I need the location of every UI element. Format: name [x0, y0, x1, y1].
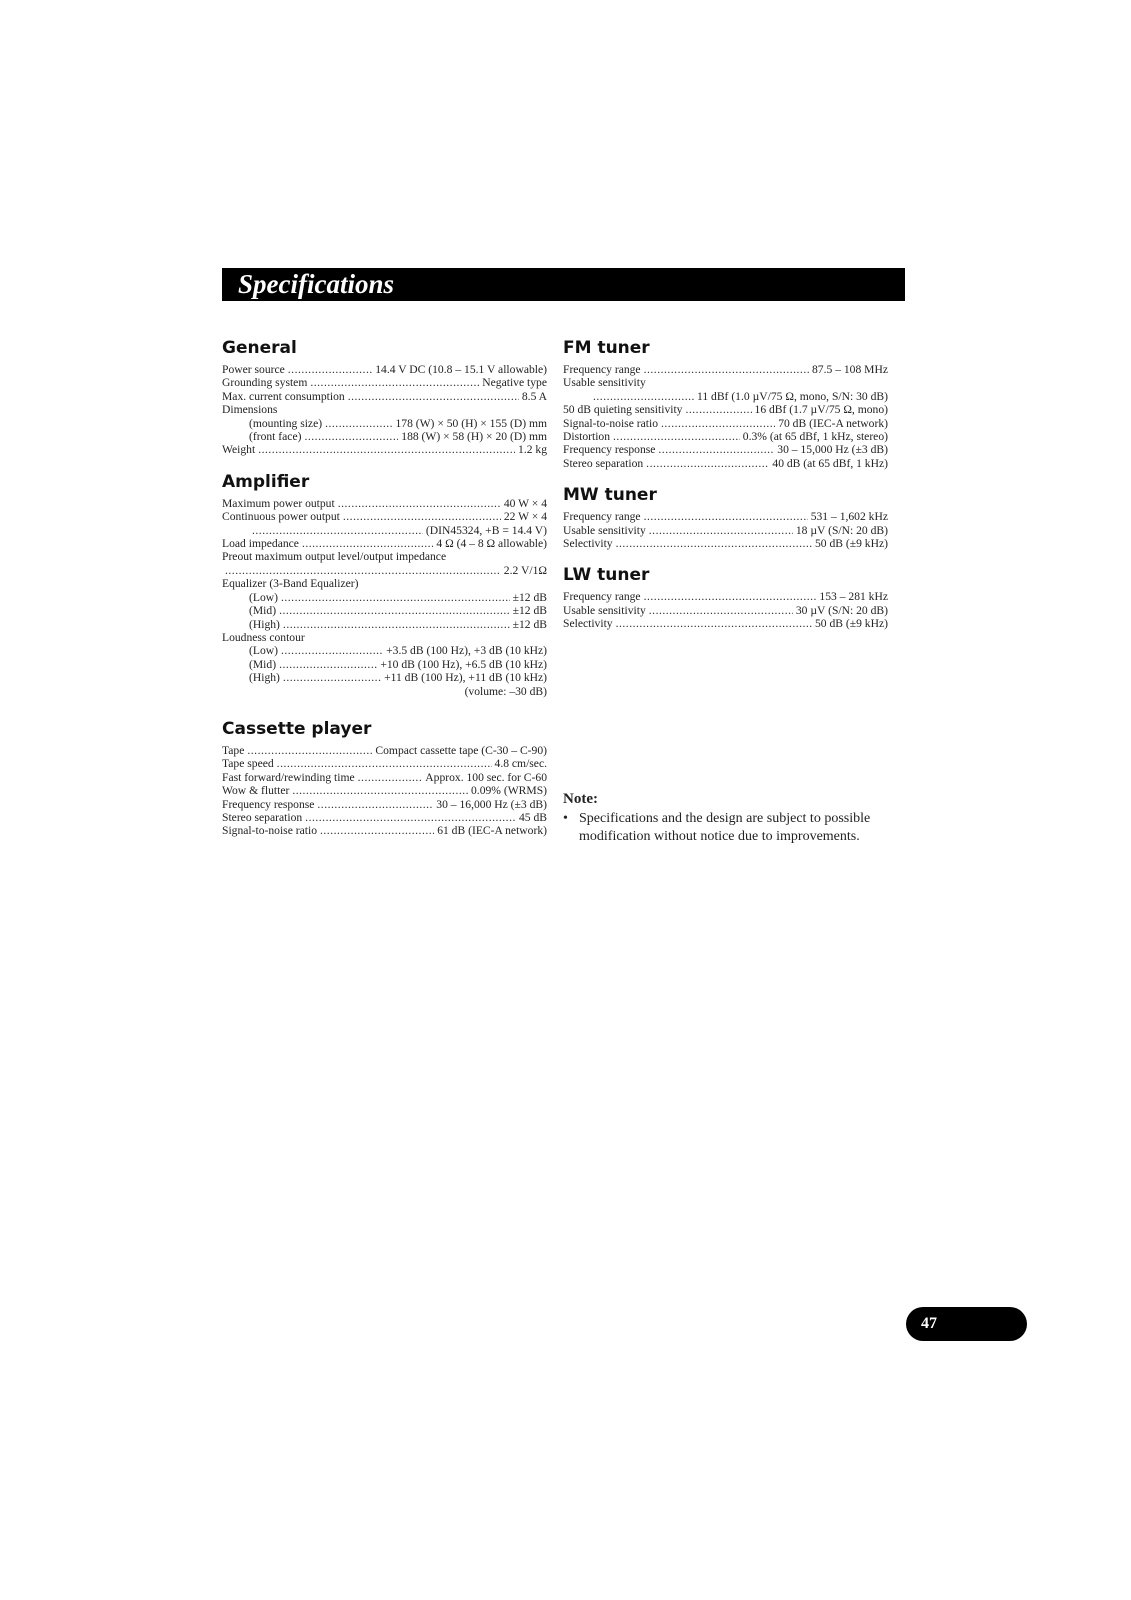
- spec-row: [222, 744, 547, 757]
- spec-value: +11 dB (100 Hz), +11 dB (10 kHz): [384, 671, 547, 685]
- spec-value: 40 dB (at 65 dBf, 1 kHz): [772, 456, 888, 470]
- spec-label: Selectivity: [563, 537, 613, 551]
- spec-row: [222, 811, 547, 824]
- spec-value: ±12 dB: [512, 604, 547, 618]
- spec-row: [222, 631, 547, 644]
- spec-label: (Low): [249, 590, 278, 604]
- spec-value: 18 µV (S/N: 20 dB): [795, 523, 888, 537]
- spec-row: [222, 591, 547, 604]
- spec-value: 14.4 V DC (10.8 – 15.1 V allowable): [375, 363, 547, 376]
- spec-value: 178 (W) × 50 (H) × 155 (D) mm: [395, 416, 547, 430]
- spec-label: (High): [249, 671, 280, 685]
- spec-row: [222, 390, 547, 403]
- spec-label: Wow & flutter: [222, 784, 290, 798]
- spec-value: 8.5 A: [521, 389, 547, 403]
- spec-label: Max. current consumption: [222, 389, 345, 403]
- spec-value: +3.5 dB (100 Hz), +3 dB (10 kHz): [386, 644, 547, 658]
- spec-value: 61 dB (IEC-A network): [437, 824, 547, 838]
- spec-label: Tape: [222, 743, 245, 757]
- spec-row: [222, 771, 547, 784]
- fm-tuner-heading: FM tuner: [563, 338, 650, 358]
- spec-label: (High): [249, 617, 280, 631]
- amplifier-section: [222, 471, 547, 698]
- spec-label: Loudness contour: [222, 630, 305, 644]
- spec-value: +10 dB (100 Hz), +6.5 dB (10 kHz): [380, 657, 547, 671]
- spec-value: 22 W × 4: [503, 510, 547, 524]
- spec-row: [222, 618, 547, 631]
- spec-row: [563, 524, 888, 537]
- spec-label: Signal-to-noise ratio: [563, 416, 658, 430]
- spec-value: 40 W × 4: [503, 496, 547, 510]
- spec-value: Compact cassette tape (C-30 – C-90): [375, 743, 547, 757]
- spec-row: [563, 510, 888, 523]
- spec-row: [222, 644, 547, 657]
- general-heading: General: [222, 338, 297, 358]
- spec-row: [222, 685, 547, 698]
- spec-row: [222, 757, 547, 770]
- spec-value: ±12 dB: [512, 617, 547, 631]
- spec-row: [563, 537, 888, 550]
- page-number-tab: [906, 1307, 1027, 1341]
- spec-row: [563, 363, 888, 376]
- spec-row: [563, 403, 888, 416]
- spec-row: [222, 497, 547, 510]
- spec-label: Signal-to-noise ratio: [222, 824, 317, 838]
- page-title: Specifications: [238, 269, 394, 299]
- spec-label: Grounding system: [222, 376, 308, 390]
- spec-value: 30 – 16,000 Hz (±3 dB): [436, 797, 547, 811]
- spec-label: (front face): [249, 430, 302, 444]
- spec-label: Equalizer (3-Band Equalizer): [222, 577, 359, 591]
- spec-value: 2.2 V/1Ω: [503, 563, 547, 577]
- spec-value: 11 dBf (1.0 µV/75 Ω, mono, S/N: 30 dB): [696, 389, 888, 403]
- spec-value: 188 (W) × 58 (H) × 20 (D) mm: [401, 430, 547, 444]
- spec-row: [563, 590, 888, 603]
- spec-label: Tape speed: [222, 757, 274, 771]
- cassette-section: [222, 718, 547, 838]
- spec-row: [563, 417, 888, 430]
- spec-row: [563, 443, 888, 456]
- spec-value: 531 – 1,602 kHz: [810, 510, 888, 524]
- spec-value: (volume: –30 dB): [464, 684, 547, 698]
- spec-label: Usable sensitivity: [563, 376, 646, 390]
- spec-value: 70 dB (IEC-A network): [778, 416, 888, 430]
- spec-row: [563, 604, 888, 617]
- mw-tuner-section: [563, 484, 888, 550]
- spec-value: Approx. 100 sec. for C-60: [425, 770, 547, 784]
- spec-value: 153 – 281 kHz: [819, 590, 888, 604]
- spec-row: [222, 524, 547, 537]
- note-heading: Note:: [563, 791, 598, 807]
- spec-row: [222, 564, 547, 577]
- spec-row: [563, 390, 888, 403]
- spec-label: (Mid): [249, 604, 277, 618]
- spec-label: Stereo separation: [222, 810, 303, 824]
- spec-label: Frequency range: [563, 363, 641, 376]
- spec-value: 87.5 – 108 MHz: [812, 363, 888, 376]
- lw-tuner-section: [563, 564, 888, 630]
- spec-label: Stereo separation: [563, 456, 644, 470]
- spec-row: [222, 363, 547, 376]
- spec-row: [222, 403, 547, 416]
- spec-row: [222, 824, 547, 837]
- spec-value: ±12 dB: [512, 590, 547, 604]
- spec-value: 1.2 kg: [518, 443, 547, 457]
- spec-value: Negative type: [482, 376, 547, 390]
- spec-label: Maximum power output: [222, 496, 335, 510]
- spec-label: Dimensions: [222, 403, 278, 417]
- spec-row: [222, 604, 547, 617]
- spec-row: [563, 457, 888, 470]
- spec-value: (DIN45324, +B = 14.4 V): [425, 523, 547, 537]
- spec-row: [222, 417, 547, 430]
- spec-value: 50 dB (±9 kHz): [814, 537, 888, 551]
- spec-label: Power source: [222, 363, 285, 376]
- lw-tuner-heading: LW tuner: [563, 565, 650, 586]
- spec-value: 0.09% (WRMS): [471, 784, 547, 798]
- spec-row: [563, 376, 888, 389]
- spec-label: Fast forward/rewinding time: [222, 770, 355, 784]
- note-text: Specifications and the design are subject to possible modification without notice due to improvements.: [579, 811, 871, 844]
- cassette-heading: Cassette player: [222, 718, 372, 739]
- spec-row: [222, 671, 547, 684]
- spec-label: (Mid): [249, 657, 277, 671]
- spec-row: [222, 376, 547, 389]
- spec-value: 30 – 15,000 Hz (±3 dB): [777, 443, 888, 457]
- spec-label: Frequency response: [222, 797, 315, 811]
- spec-row: [222, 430, 547, 443]
- spec-value: 4.8 cm/sec.: [494, 757, 547, 771]
- mw-tuner-heading: MW tuner: [563, 485, 657, 506]
- spec-row: [563, 617, 888, 630]
- bullet-icon: •: [563, 811, 568, 826]
- spec-row: [222, 550, 547, 563]
- spec-row: [563, 430, 888, 443]
- spec-label: Usable sensitivity: [563, 523, 646, 537]
- spec-label: Frequency range: [563, 590, 641, 604]
- spec-value: 30 µV (S/N: 20 dB): [795, 603, 888, 617]
- spec-label: Usable sensitivity: [563, 603, 646, 617]
- spec-row: [222, 443, 547, 456]
- amplifier-heading: Amplifier: [222, 471, 310, 492]
- spec-row: [222, 537, 547, 550]
- spec-value: 4 Ω (4 – 8 Ω allowable): [436, 537, 547, 551]
- spec-value: 16 dBf (1.7 µV/75 Ω, mono): [754, 403, 888, 417]
- page-number: 47: [921, 1315, 937, 1332]
- spec-label: Load impedance: [222, 537, 299, 551]
- spec-label: Frequency range: [563, 510, 641, 524]
- spec-label: Continuous power output: [222, 510, 340, 524]
- fm-tuner-section: [563, 337, 888, 470]
- spec-row: [222, 658, 547, 671]
- spec-label: Distortion: [563, 430, 611, 444]
- note-item: [563, 810, 903, 846]
- spec-label: 50 dB quieting sensitivity: [563, 403, 683, 417]
- general-section: [222, 337, 547, 457]
- spec-label: (Low): [249, 644, 278, 658]
- spec-value: 0.3% (at 65 dBf, 1 kHz, stereo): [742, 430, 888, 444]
- right-column: [563, 337, 888, 645]
- spec-row: [222, 798, 547, 811]
- spec-row: [222, 510, 547, 523]
- note-block: [563, 790, 903, 846]
- spec-label: Preout maximum output level/output impedance: [222, 550, 447, 564]
- spec-value: 45 dB: [518, 810, 547, 824]
- spec-label: Weight: [222, 443, 256, 457]
- spec-label: Selectivity: [563, 617, 613, 631]
- spec-label: Frequency response: [563, 443, 656, 457]
- spec-row: [222, 784, 547, 797]
- spec-value: 50 dB (±9 kHz): [814, 617, 888, 631]
- spec-row: [222, 577, 547, 590]
- spec-label: (mounting size): [249, 416, 323, 430]
- title-bar: [222, 268, 905, 301]
- left-column: [222, 337, 547, 852]
